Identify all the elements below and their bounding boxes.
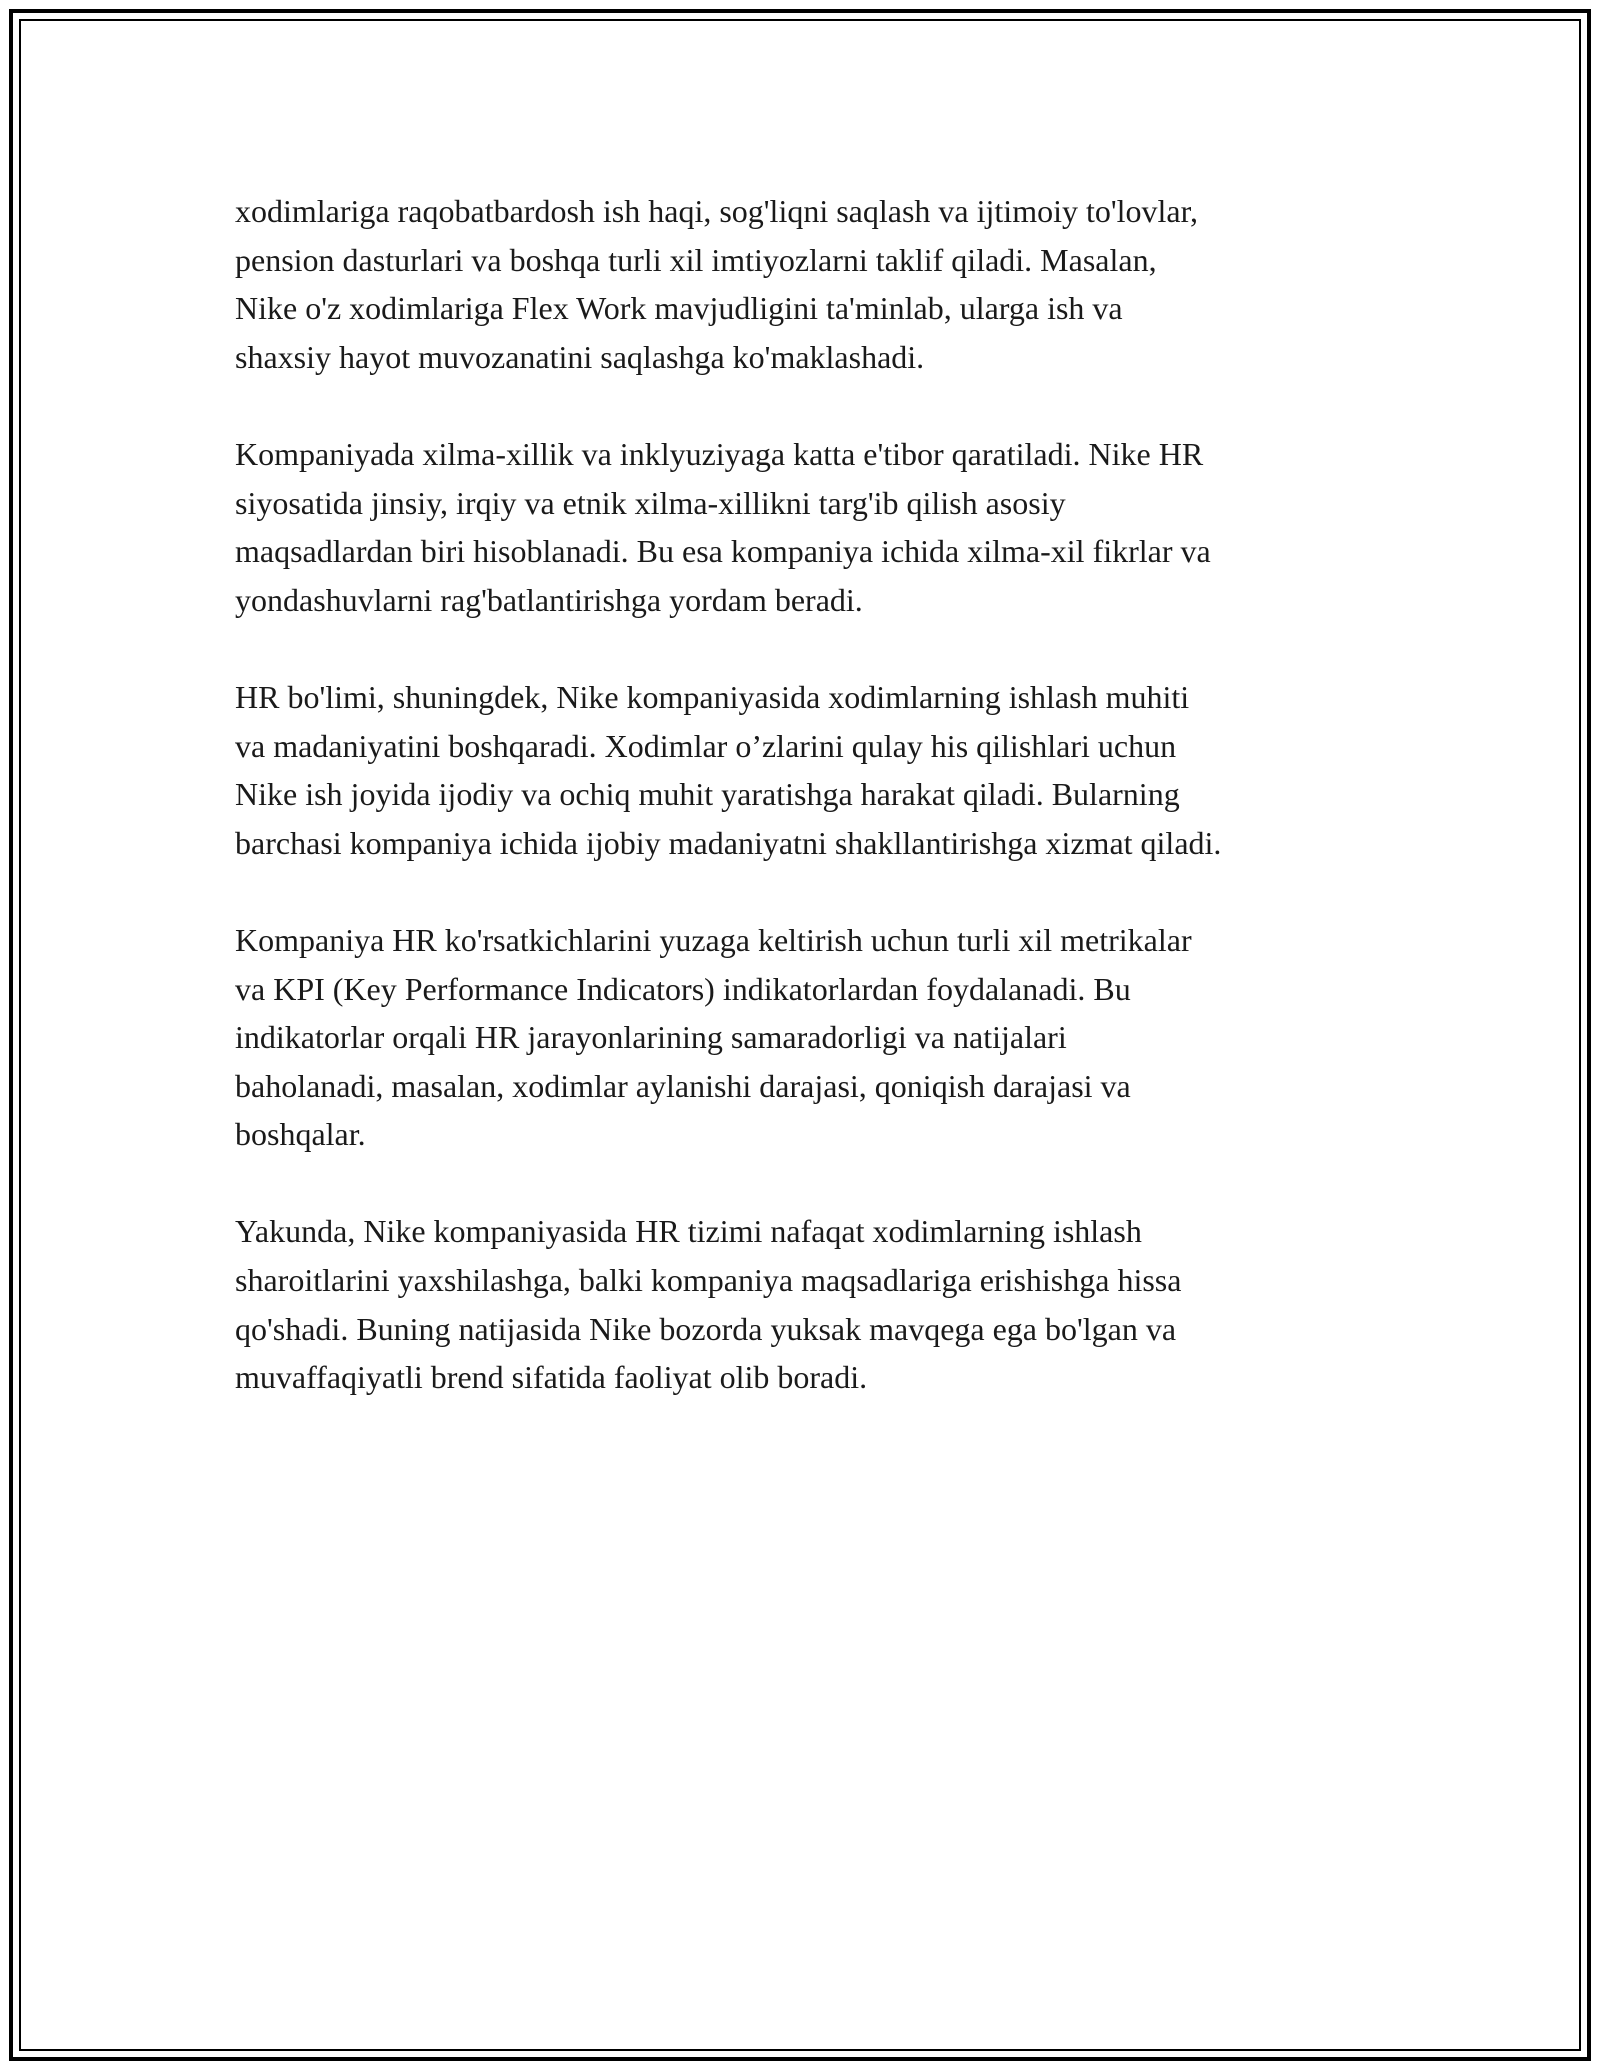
text-line: siyosatida jinsiy, irqiy va etnik xilma-xillikni targ'ib qilish asosiy (235, 484, 1066, 521)
text-line: Nike o'z xodimlariga Flex Work mavjudligini ta'minlab, ularga ish va (235, 290, 1123, 327)
text-line: muvaffaqiyatli brend sifatida faoliyat olib boradi. (235, 1359, 868, 1396)
text-line: barchasi kompaniya ichida ijobiy madaniyatni shakllantirishga xizmat qiladi. (235, 824, 1222, 861)
paragraph-conclusion (235, 1207, 1385, 1401)
paragraph-culture (235, 673, 1385, 867)
text-line: qo'shadi. Buning natijasida Nike bozorda yuksak mavqega ega bo'lgan va (235, 1310, 1177, 1347)
text-line: xodimlariga raqobatbardosh ish haqi, sog'liqni saqlash va ijtimoiy to'lovlar, (235, 193, 1198, 229)
text-line: Kompaniya HR ko'rsatkichlarini yuzaga keltirish uchun turli xil metrikalar (235, 921, 1192, 958)
text-line: yondashuvlarni rag'batlantirishga yordam beradi. (235, 581, 863, 618)
text-line: indikatorlar orqali HR jarayonlarining samaradorligi va natijalari (235, 1019, 1067, 1056)
text-line: shaxsiy hayot muvozanatini saqlashga ko'maklashadi. (235, 338, 925, 375)
paragraph-benefits (235, 187, 1385, 381)
paragraph-diversity (235, 430, 1385, 624)
text-line: Nike ish joyida ijodiy va ochiq muhit yaratishga harakat qiladi. Bularning (235, 776, 1180, 813)
text-line: maqsadlardan biri hisoblanadi. Bu esa kompaniya ichida xilma-xil fikrlar va (235, 533, 1211, 570)
text-line: va madaniyatini boshqaradi. Xodimlar o’zlarini qulay his qilishlari uchun (235, 727, 1177, 764)
text-line: boshqalar. (235, 1116, 366, 1153)
text-line: va KPI (Key Performance Indicators) indikatorlardan foydalanadi. Bu (235, 970, 1131, 1007)
text-line: Yakunda, Nike kompaniyasida HR tizimi nafaqat xodimlarning ishlash (235, 1213, 1142, 1250)
paragraph-kpi (235, 916, 1385, 1159)
text-line: pension dasturlari va boshqa turli xil imtiyozlarni taklif qiladi. Masalan, (235, 241, 1157, 278)
text-line: baholanadi, masalan, xodimlar aylanishi darajasi, qoniqish darajasi va (235, 1067, 1131, 1104)
text-line: Kompaniyada xilma-xillik va inklyuziyaga katta e'tibor qaratiladi. Nike HR (235, 435, 1204, 472)
text-line: sharoitlarini yaxshilashga, balki kompaniya maqsadlariga erishishga hissa (235, 1262, 1182, 1299)
text-line: HR bo'limi, shuningdek, Nike kompaniyasida xodimlarning ishlash muhiti (235, 678, 1190, 715)
document-body (235, 187, 1385, 1450)
